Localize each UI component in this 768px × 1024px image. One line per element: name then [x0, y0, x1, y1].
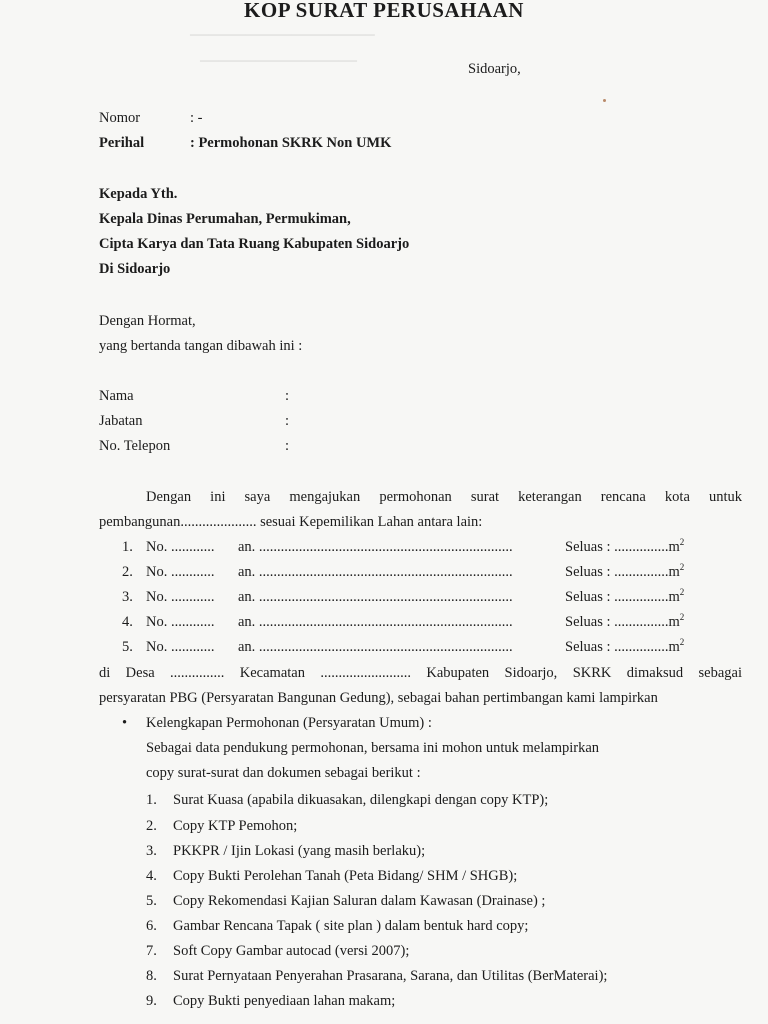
place-date: Sidoarjo,	[468, 61, 521, 77]
requirement-text: Gambar Rencana Tapak ( site plan ) dalam bentuk hard copy;	[173, 918, 529, 934]
field-colon: :	[285, 388, 290, 404]
requirement-text: Copy Bukti Perolehan Tanah (Peta Bidang/ SHM / SHGB);	[173, 868, 518, 884]
requirement-text: Surat Pernyataan Penyerahan Prasarana, Sarana, dan Utilitas (BerMaterai);	[173, 968, 608, 984]
field-label-telepon: No. Telepon	[99, 438, 171, 454]
land-row-number: 3.	[122, 589, 133, 605]
requirement-number: 2.	[146, 818, 157, 834]
requirement-number: 4.	[146, 868, 157, 884]
perihal-value: : Permohonan SKRK Non UMK	[190, 135, 392, 151]
land-row-an: an. ......................................................................	[238, 614, 513, 630]
field-colon: :	[285, 438, 290, 454]
paper-speck	[603, 99, 606, 102]
land-row-an: an. ......................................................................	[238, 639, 513, 655]
requirement-number: 6.	[146, 918, 157, 934]
field-colon: :	[285, 413, 290, 429]
land-row-luas: Seluas : $...............m^2$	[565, 612, 685, 630]
paragraph-1-line-2: pembangunan..................... sesuai Kepemilikan Lahan antara lain:	[99, 514, 483, 530]
field-label-nama: Nama	[99, 388, 134, 404]
show-through-mark: ▁▁▁▁▁▁▁▁▁▁▁▁▁▁▁▁▁	[200, 48, 357, 62]
land-row-no: No. ............	[146, 564, 215, 580]
paragraph-1-line-1: Dengan ini saya mengajukan permohonan surat keterangan rencana kota untuk	[146, 489, 742, 505]
paragraph-2-line-2: persyaratan PBG (Persyaratan Bangunan Gedung), sebagai bahan pertimbangan kami lampirkan	[99, 690, 658, 706]
land-row-no: No. ............	[146, 639, 215, 655]
bullet-intro-line-1: Sebagai data pendukung permohonan, bersama ini mohon untuk melampirkan	[146, 740, 600, 756]
requirement-text: Soft Copy Gambar autocad (versi 2007);	[173, 943, 410, 959]
bullet-icon: •	[122, 715, 128, 731]
land-row-no: No. ............	[146, 539, 215, 555]
land-row-no: No. ............	[146, 614, 215, 630]
land-row-an: an. ......................................................................	[238, 539, 513, 555]
land-row-luas: Seluas : $...............m^2$	[565, 562, 685, 580]
requirement-text: Copy KTP Pemohon;	[173, 818, 298, 834]
bullet-intro-line-2: copy surat-surat dan dokumen sebagai berikut :	[146, 765, 421, 781]
letterhead-title: KOP SURAT PERUSAHAAN	[244, 0, 524, 22]
requirement-text: Copy Bukti penyediaan lahan makam;	[173, 993, 396, 1009]
land-row-an: an. ......................................................................	[238, 589, 513, 605]
recipient-line: Kepada Yth.	[99, 186, 178, 202]
requirement-text: Copy Rekomendasi Kajian Saluran dalam Kawasan (Drainase) ;	[173, 893, 546, 909]
intro-line: yang bertanda tangan dibawah ini :	[99, 338, 303, 354]
greeting: Dengan Hormat,	[99, 313, 196, 329]
recipient-line: Kepala Dinas Perumahan, Permukiman,	[99, 211, 351, 227]
land-row-number: 4.	[122, 614, 133, 630]
land-row-luas: Seluas : $...............m^2$	[565, 637, 685, 655]
bullet-title: Kelengkapan Permohonan (Persyaratan Umum) :	[146, 715, 432, 731]
recipient-line: Di Sidoarjo	[99, 261, 171, 277]
requirement-text: Surat Kuasa (apabila dikuasakan, dilengkapi dengan copy KTP);	[173, 792, 549, 808]
land-row-an: an. ......................................................................	[238, 564, 513, 580]
requirement-number: 8.	[146, 968, 157, 984]
show-through-mark: ▁▁▁▁▁▁▁▁▁▁▁▁▁▁▁▁▁▁▁▁	[190, 22, 375, 36]
requirement-text: PKKPR / Ijin Lokasi (yang masih berlaku);	[173, 843, 426, 859]
land-row-luas: Seluas : $...............m^2$	[565, 537, 685, 555]
land-row-luas: Seluas : $...............m^2$	[565, 587, 685, 605]
requirement-number: 1.	[146, 792, 157, 808]
land-row-number: 5.	[122, 639, 133, 655]
field-label-jabatan: Jabatan	[99, 413, 143, 429]
requirement-number: 5.	[146, 893, 157, 909]
land-row-number: 2.	[122, 564, 133, 580]
land-row-no: No. ............	[146, 589, 215, 605]
perihal-label: Perihal	[99, 135, 145, 151]
nomor-value: : -	[190, 110, 203, 126]
requirement-number: 3.	[146, 843, 157, 859]
recipient-line: Cipta Karya dan Tata Ruang Kabupaten Sidoarjo	[99, 236, 410, 252]
requirement-number: 9.	[146, 993, 157, 1009]
nomor-label: Nomor	[99, 110, 141, 126]
paragraph-2-line-1: di Desa ............... Kecamatan ......................... Kabupaten Sidoarjo, SKRK dimaksud sebagai	[99, 665, 742, 681]
land-row-number: 1.	[122, 539, 133, 555]
requirement-number: 7.	[146, 943, 157, 959]
